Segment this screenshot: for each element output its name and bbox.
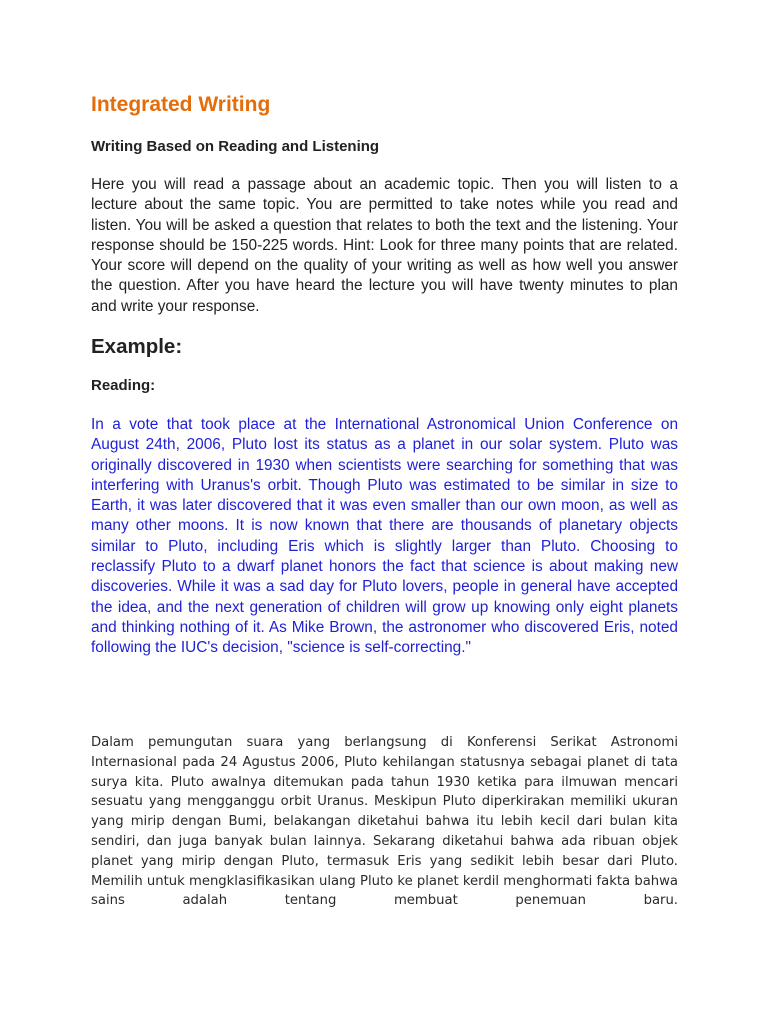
section-subtitle: Writing Based on Reading and Listening bbox=[91, 138, 380, 155]
translation-paragraph: Dalam pemungutan suara yang berlangsung di Konferensi Serikat Astronomi Internasional pada 24 Agustus 2006, Pluto kehilangan statusnya sebagai planet di tata surya kita. Pluto awalnya ditemukan pada tahun 1930 ketika para ilmuwan mencari sesuatu yang mengganggu orbit Uranus. Meskipun Pluto diperkirakan memiliki ukuran yang mirip dengan Bumi, belakangan diketahui bahwa itu lebih kecil dari bulan kita sendiri, dan juga banyak bulan lainnya. Sekarang diketahui bahwa ada ribuan objek planet yang mirip dengan Pluto, termasuk Eris yang sedikit lebih besar dari Pluto. Memilih untuk mengklasifikasikan ulang Pluto ke planet kerdil menghormati fakta bahwa sains adalah tentang membuat penemuan baru. bbox=[91, 735, 678, 909]
example-heading: Example: bbox=[91, 335, 183, 358]
reading-label: Reading: bbox=[91, 377, 156, 394]
reading-passage: In a vote that took place at the International Astronomical Union Conference on August 24th, 2006, Pluto lost its status as a planet in our solar system. Pluto was originally discovered in 1930 when scientists were searching for something that was interfering with Uranus's orbit. Though Pluto was estimated to be similar in size to Earth, it was later discovered that it was even smaller than our own moon, as well as many other moons. It is now known that there are thousands of planetary objects similar to Pluto, including Eris which is slightly larger than Pluto. Choosing to reclassify Pluto to a dwarf planet honors the fact that science is about making new discoveries. While it was a sad day for Pluto lovers, people in general have accepted the idea, and the next generation of children will grow up knowing only eight planets and thinking nothing of it. As Mike Brown, the astronomer who discovered Eris, noted following the IUC's decision, "science is self-correcting." bbox=[91, 416, 678, 657]
page-title: Integrated Writing bbox=[91, 93, 271, 116]
intro-paragraph: Here you will read a passage about an academic topic. Then you will listen to a lecture about the same topic. You are permitted to take notes while you read and listen. You will be asked a question that relates to both the text and the listening. Your response should be 150-225 words. Hint: Look for three many points that are related. Your score will depend on the quality of your writing as well as how well you answer the question. After you have heard the lecture you will have twenty minutes to plan and write your response. bbox=[91, 176, 678, 315]
